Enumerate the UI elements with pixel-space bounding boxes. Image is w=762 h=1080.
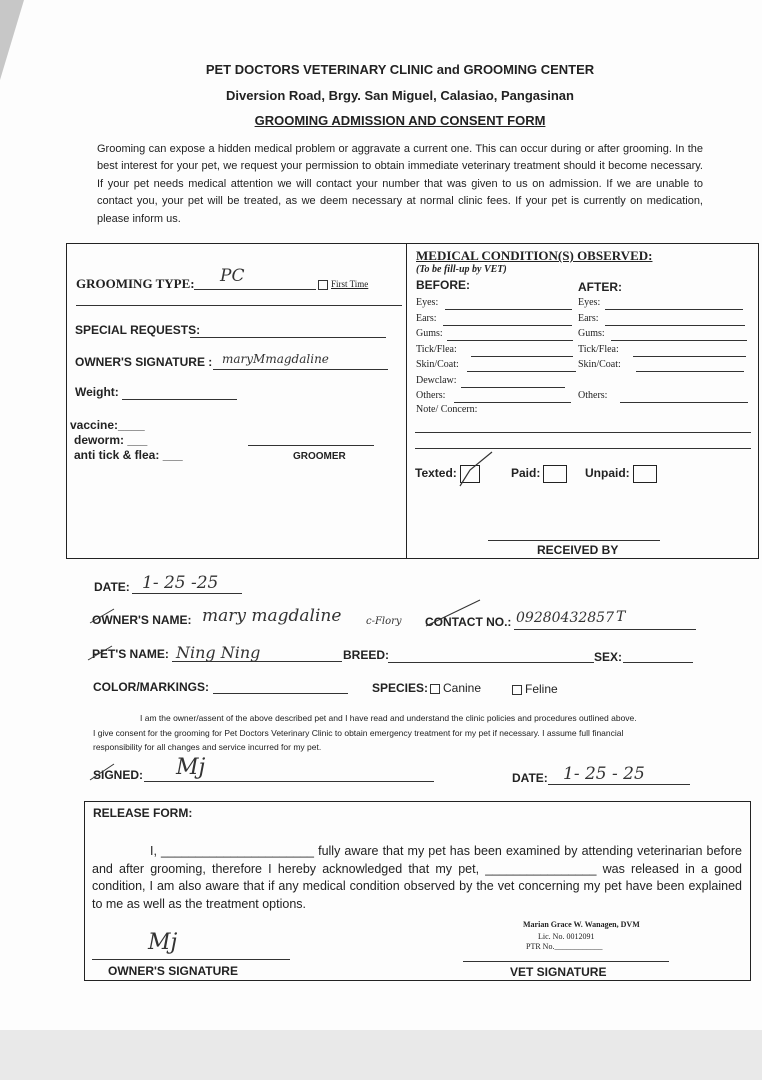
after-item-label-1: Ears:: [578, 312, 599, 324]
vet-ptr: PTR No.____________: [526, 942, 603, 951]
before-item-label-4: Skin/Coat:: [416, 359, 459, 370]
feline-checkbox[interactable]: [512, 685, 522, 695]
clinic-name: PET DOCTORS VETERINARY CLINIC and GROOMING CENTER: [205, 62, 595, 77]
date-label: DATE:: [94, 580, 130, 594]
after-item-line-5[interactable]: [620, 402, 748, 403]
grooming-type-line: [194, 289, 316, 290]
contact-label: CONTACT NO.:: [425, 615, 512, 629]
color-line[interactable]: [213, 693, 348, 694]
medical-title: MEDICAL CONDITION(S) OBSERVED:: [416, 248, 653, 263]
weight-label: Weight:: [75, 385, 119, 399]
color-label: COLOR/MARKINGS:: [93, 680, 209, 694]
antitick-label: anti tick & flea: ___: [74, 448, 183, 462]
paid-field[interactable]: [511, 465, 567, 483]
release-text: I, ______________________ fully aware that my pet has been examined by attending veterinarian before and after grooming, therefore I hereby acknowledged that my pet, ________________ was released in a good condition, I am also aware that if any medical condition observed by the vet concerning my pet have been explained to me as well as the treatment options.: [92, 844, 742, 911]
contact-strike: [424, 598, 484, 628]
before-item-label-2: Gums:: [416, 328, 443, 339]
consent-line-3: responsibility for all changes and service incurred for my pet.: [93, 742, 322, 752]
signed-label: SIGNED:: [93, 768, 144, 782]
owner-name-strike: [88, 605, 118, 625]
before-item-label-3: Tick/Flea:: [416, 343, 457, 355]
breed-line[interactable]: [388, 662, 594, 663]
unpaid-checkbox[interactable]: [633, 465, 657, 483]
received-by-label: RECEIVED BY: [537, 543, 619, 557]
received-by-line: [488, 540, 660, 541]
consent-date-label: DATE:: [512, 771, 548, 785]
before-item-line-5[interactable]: [461, 387, 565, 388]
contact-extra: T: [616, 609, 626, 625]
groomer-line: [248, 445, 374, 446]
vet-sig-line: [463, 961, 669, 962]
after-item-label-4: Skin/Coat:: [578, 359, 621, 370]
before-item-line-0[interactable]: [445, 309, 572, 310]
unpaid-field[interactable]: [585, 465, 657, 483]
feline-option[interactable]: [512, 682, 558, 696]
before-item-line-1[interactable]: [443, 325, 572, 326]
before-item-line-3[interactable]: [471, 356, 573, 357]
owner-sig-value[interactable]: Mj: [148, 930, 178, 955]
texted-label: Texted:: [415, 466, 457, 481]
signed-strike: [88, 760, 118, 782]
pet-name-label: PET'S NAME:: [92, 647, 169, 661]
owner-sig-line: [92, 959, 290, 960]
grooming-type-value[interactable]: PC: [220, 266, 245, 286]
deworm-label: deworm: ___: [74, 433, 148, 447]
clinic-address: Diversion Road, Brgy. San Miguel, Calasiao, Pangasinan: [226, 88, 574, 103]
date-line: [132, 593, 242, 594]
canine-checkbox[interactable]: [430, 684, 440, 694]
contact-line: [514, 629, 696, 630]
owner-name-extra: c-Flory: [366, 616, 402, 627]
vet-license: Lic. No. 0012091: [538, 932, 595, 941]
note-line-1[interactable]: [415, 432, 751, 433]
unpaid-label: Unpaid:: [585, 466, 630, 481]
special-requests-line[interactable]: [190, 337, 386, 338]
release-title: RELEASE FORM:: [93, 806, 193, 820]
first-time-box[interactable]: [318, 280, 328, 290]
special-requests-label: SPECIAL REQUESTS:: [75, 323, 201, 337]
before-item-line-4[interactable]: [467, 371, 576, 372]
vaccine-label: vaccine:____: [70, 418, 145, 432]
before-item-label-6: Others:: [416, 390, 446, 401]
vet-sig-label: VET SIGNATURE: [510, 965, 607, 979]
canine-label: Canine: [443, 681, 482, 695]
paid-checkbox[interactable]: [543, 465, 567, 483]
pet-name-value[interactable]: Ning Ning: [176, 643, 261, 662]
owner-signature-line: [213, 369, 388, 370]
after-item-line-0[interactable]: [605, 309, 743, 310]
consent-date-line: [548, 784, 690, 785]
after-item-label-2: Gums:: [578, 328, 605, 339]
note-label: Note/ Concern:: [416, 404, 478, 415]
form-title: GROOMING ADMISSION AND CONSENT FORM: [254, 113, 546, 128]
owner-signature-label: OWNER'S SIGNATURE :: [75, 355, 213, 369]
medical-subtitle: (To be fill-up by VET): [416, 264, 507, 275]
consent-date-value[interactable]: 1- 25 - 25: [563, 764, 645, 784]
vet-name: Marian Grace W. Wanagen, DVM: [523, 920, 640, 929]
pet-name-strike: [86, 642, 116, 662]
before-item-line-2[interactable]: [447, 340, 573, 341]
after-item-line-2[interactable]: [611, 340, 747, 341]
box-divider: [406, 243, 407, 558]
paid-label: Paid:: [511, 466, 541, 481]
species-label: SPECIES:: [372, 681, 429, 695]
canine-option[interactable]: [430, 681, 481, 695]
feline-label: Feline: [525, 682, 558, 696]
breed-label: BREED:: [343, 648, 390, 662]
grooming-type-label: GROOMING TYPE:: [76, 276, 195, 291]
scan-bottom-edge: [0, 1030, 762, 1080]
signed-value[interactable]: Mj: [176, 755, 206, 780]
owner-signature-value[interactable]: maryMmagdaline: [222, 352, 329, 366]
owner-name-value[interactable]: mary magdaline: [202, 606, 342, 626]
after-item-label-3: Tick/Flea:: [578, 343, 619, 355]
sex-line[interactable]: [623, 662, 693, 663]
contact-value[interactable]: 09280432857: [516, 610, 614, 626]
date-value[interactable]: 1- 25 -25: [142, 573, 219, 593]
after-item-line-1[interactable]: [605, 325, 745, 326]
before-item-label-5: Dewclaw:: [416, 374, 457, 386]
signed-line: [144, 781, 434, 782]
consent-line-1: I am the owner/assent of the above described pet and I have read and understand the clinic policies and procedures outlined above.: [140, 713, 637, 723]
before-item-label-1: Ears:: [416, 312, 437, 324]
after-item-line-4[interactable]: [636, 371, 744, 372]
texted-check-mark: [456, 448, 496, 490]
consent-line-2: I give consent for the grooming for Pet Doctors Veterinary Clinic to obtain emergency treatment for my pet if necessary. I assume full financial: [93, 728, 624, 738]
owner-name-label: OWNER'S NAME:: [92, 613, 192, 627]
after-item-line-3[interactable]: [633, 356, 746, 357]
groomer-label: GROOMER: [293, 451, 346, 462]
owner-sig-label: OWNER'S SIGNATURE: [108, 964, 238, 978]
sex-label: SEX:: [594, 650, 623, 664]
first-time-label: First Time: [331, 279, 369, 289]
before-item-label-0: Eyes:: [416, 297, 439, 308]
after-item-label-5: Others:: [578, 390, 608, 401]
after-item-label-0: Eyes:: [578, 297, 601, 308]
first-time-checkbox[interactable]: [318, 279, 368, 290]
intro-paragraph: Grooming can expose a hidden medical problem or aggravate a current one. This can occur during or after grooming. In the best interest for your pet, we request your permission to obtain immediate veterinary treatment should it become necessary. If your pet needs medical attention we will contact your number that was given to us on admission. If we are unable to contact you, your pet will be treated, as we deem necessary at normal clinic fees. If your pet is currently on medication, please inform us.: [97, 143, 703, 225]
before-item-line-6[interactable]: [454, 402, 571, 403]
after-label: AFTER:: [578, 280, 622, 294]
before-label: BEFORE:: [416, 278, 470, 292]
weight-line[interactable]: [122, 399, 237, 400]
grooming-extra-line: [76, 305, 402, 306]
